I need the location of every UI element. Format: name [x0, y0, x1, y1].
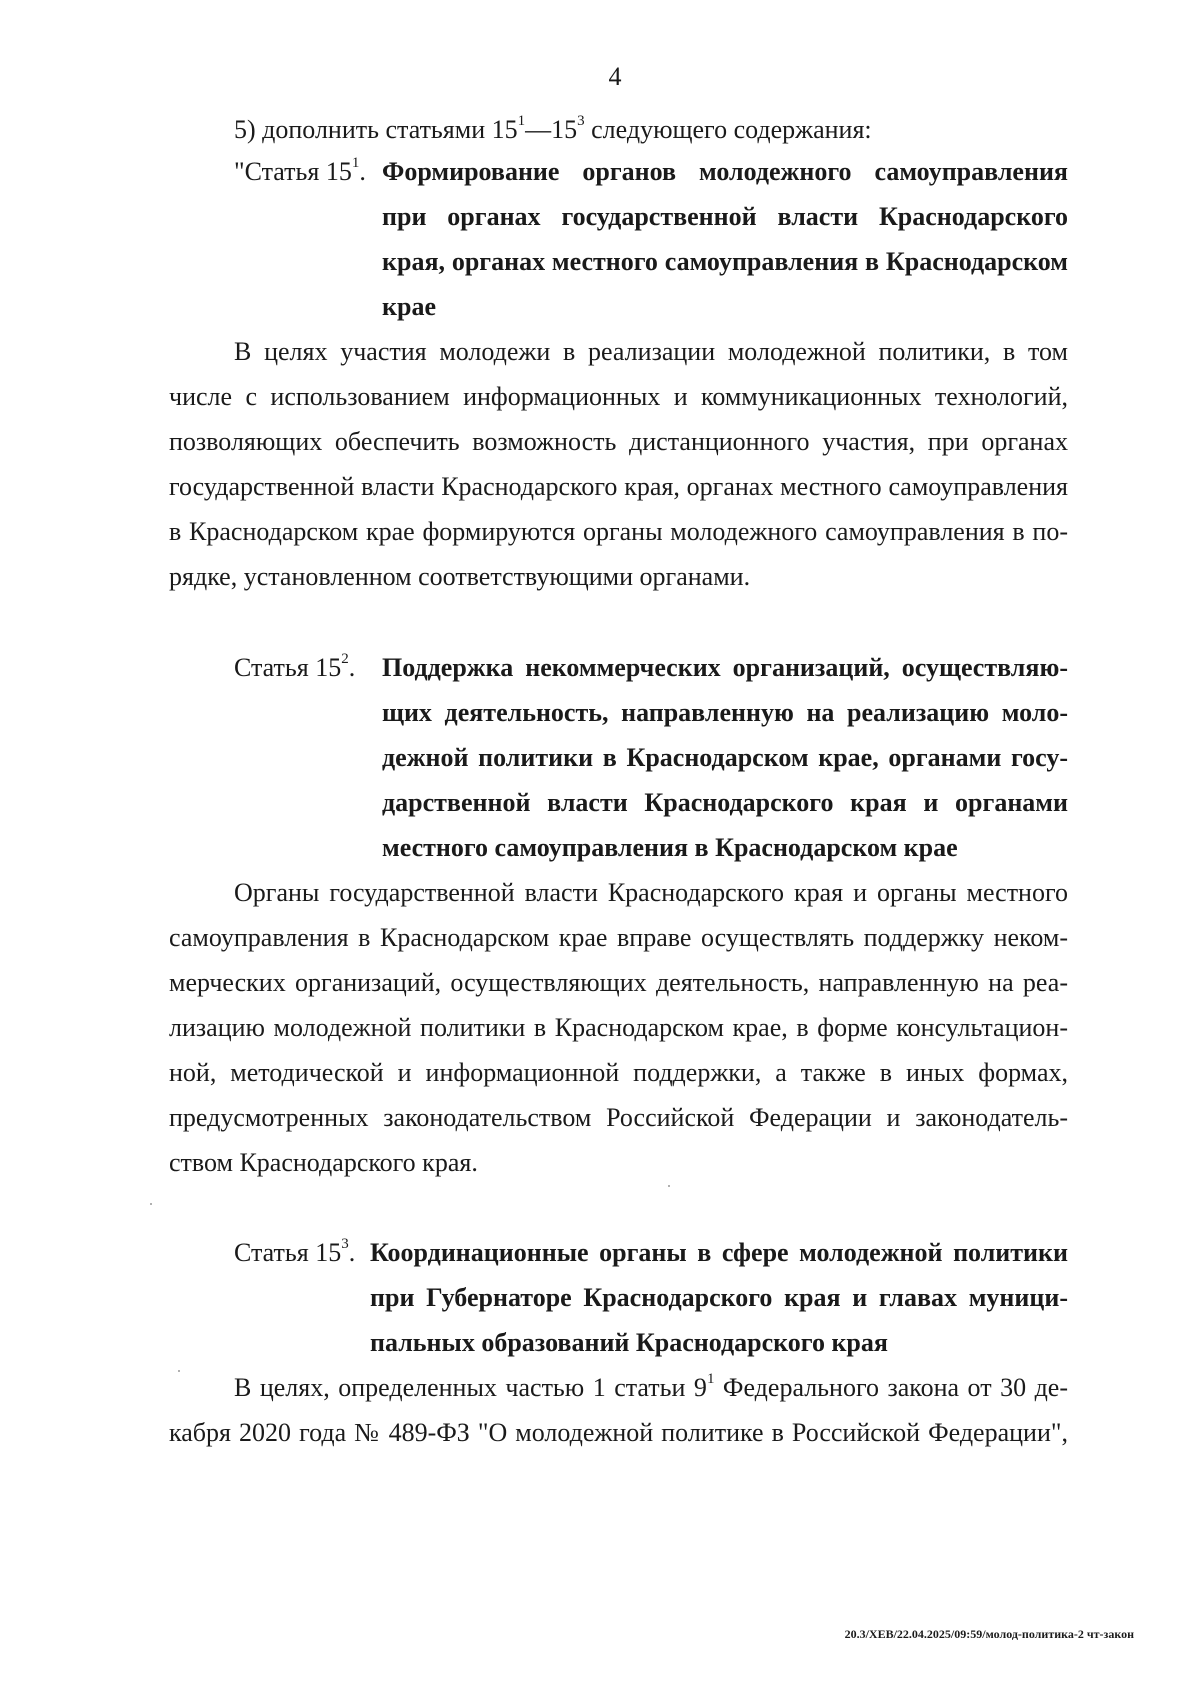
article-2-body-line: самоуправления в Краснодарском крае вправе осуществлять поддержку неком- — [169, 923, 1068, 952]
article-1-body-line: числе с использованием информационных и коммуникационных технологий, — [169, 382, 1068, 411]
article-3-title-line: пальных образований Краснодарского края — [370, 1328, 888, 1357]
article-1-label-suffix: . — [359, 157, 366, 186]
article-1-title-line: Формирование органов молодежного самоуправления — [382, 157, 1068, 186]
article-2-label-sup: 2 — [341, 651, 349, 668]
article-2-title-line: дарственной власти Краснодарского края и органами — [382, 788, 1068, 817]
document-footer-code: 20.3/ХЕВ/22.04.2025/09:59/молод-политика-2 чт-закон — [844, 1627, 1134, 1641]
article-3-label-suffix: . — [348, 1238, 356, 1267]
intro-text-after: следующего содержания: — [584, 115, 872, 144]
article-3-body-line-1 — [234, 1371, 1068, 1405]
scan-speck — [150, 1203, 152, 1205]
article-3-body-line-1-after: Федерального закона от 30 де- — [714, 1373, 1068, 1402]
article-1-label-prefix: "Статья 15 — [234, 157, 352, 186]
article-1-body-line: в Краснодарском крае формируются органы молодежного самоуправления в по- — [169, 517, 1068, 546]
article-3-body-line-1-sup: 1 — [706, 1371, 715, 1388]
article-1-title-line: края, органах местного самоуправления в Краснодарском — [382, 247, 1068, 276]
article-2-body-line: лизацию молодежной политики в Краснодарском крае, в форме консультацион- — [169, 1013, 1068, 1042]
scan-speck — [178, 1370, 180, 1372]
article-2-body-line: Органы государственной власти Краснодарского края и органы местного — [234, 878, 1068, 907]
article-3-body-line-2: кабря 2020 года № 489-ФЗ "О молодежной политике в Российской Федерации", — [169, 1418, 1068, 1447]
article-1-body-line: позволяющих обеспечить возможность дистанционного участия, при органах — [169, 427, 1068, 456]
article-2-label — [234, 651, 355, 685]
article-1-body-line: государственной власти Краснодарского края, органах местного самоуправления — [169, 472, 1068, 501]
article-1-body-line: рядке, установленном соответствующими органами. — [169, 562, 751, 591]
article-1-title-line: крае — [382, 292, 436, 321]
article-3-label-sup: 3 — [341, 1236, 349, 1253]
article-3-label — [234, 1236, 355, 1270]
intro-text-mid: —15 — [525, 115, 578, 144]
intro-sup-2: 3 — [577, 113, 585, 130]
article-3-body-line-1-before: В целях, определенных частью 1 статьи 9 — [234, 1373, 707, 1402]
article-2-body-line: мерческих организаций, осуществляющих деятельность, направленную на реа- — [169, 968, 1068, 997]
article-1-body-line: В целях участия молодежи в реализации молодежной политики, в том — [234, 337, 1068, 366]
article-2-title-line: щих деятельность, направленную на реализацию моло- — [382, 698, 1068, 727]
page-number: 4 — [608, 62, 622, 91]
article-1-title-line: при органах государственной власти Краснодарского — [382, 202, 1068, 231]
article-1-label-sup: 1 — [351, 155, 360, 172]
article-2-title-line: Поддержка некоммерческих организаций, осуществляю- — [382, 653, 1068, 682]
article-2-label-prefix: Статья 15 — [234, 653, 342, 682]
article-2-body-line: ством Краснодарского края. — [169, 1148, 478, 1177]
article-2-label-suffix: . — [348, 653, 356, 682]
article-2-body-line: ной, методической и информационной поддержки, а также в иных формах, — [169, 1058, 1068, 1087]
article-2-title-line: местного самоуправления в Краснодарском крае — [382, 833, 958, 862]
article-2-title-line: дежной политики в Краснодарском крае, органами госу- — [382, 743, 1068, 772]
scan-speck — [668, 1185, 670, 1187]
article-2-body-line: предусмотренных законодательством Российской Федерации и законодатель- — [169, 1103, 1068, 1132]
article-1-label — [234, 155, 366, 189]
intro-line — [234, 113, 872, 147]
article-3-title-line: при Губернаторе Краснодарского края и главах муници- — [370, 1283, 1068, 1312]
intro-text-before: 5) дополнить статьями 15 — [234, 115, 518, 144]
intro-sup-1: 1 — [517, 113, 526, 130]
article-3-title-line: Координационные органы в сфере молодежной политики — [370, 1238, 1068, 1267]
article-3-label-prefix: Статья 15 — [234, 1238, 342, 1267]
